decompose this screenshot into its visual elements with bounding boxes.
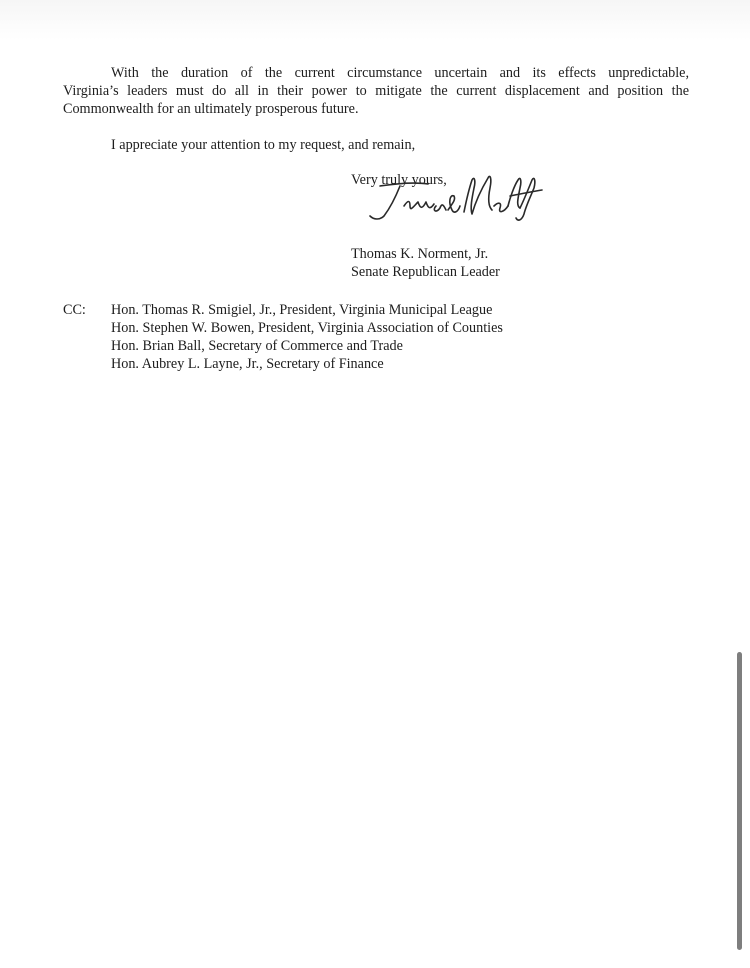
signer-title: Senate Republican Leader <box>351 264 500 280</box>
paragraph-line: With the duration of the current circumstance uncertain and its effects unpredictable, <box>111 65 689 81</box>
cc-recipient-list <box>111 301 503 373</box>
valediction: Very truly yours, <box>351 172 447 188</box>
cc-recipient: Hon. Aubrey L. Layne, Jr., Secretary of Finance <box>111 356 384 372</box>
cc-recipient: Hon. Thomas R. Smigiel, Jr., President, Virginia Municipal League <box>111 302 493 318</box>
closing-line: I appreciate your attention to my request, and remain, <box>111 137 416 153</box>
paragraph-line: Virginia’s leaders must do all in their power to mitigate the current displacement and position the <box>63 83 689 99</box>
cc-recipient: Hon. Brian Ball, Secretary of Commerce and Trade <box>111 338 403 354</box>
signer-name: Thomas K. Norment, Jr. <box>351 246 489 262</box>
paragraph-line: Commonwealth for an ultimately prosperous future. <box>63 101 359 117</box>
cc-recipient: Hon. Stephen W. Bowen, President, Virginia Association of Counties <box>111 320 503 336</box>
handwritten-signature <box>360 166 545 228</box>
body-paragraph <box>63 64 689 118</box>
cc-label: CC: <box>63 302 86 318</box>
scrollbar-thumb[interactable] <box>737 652 742 950</box>
